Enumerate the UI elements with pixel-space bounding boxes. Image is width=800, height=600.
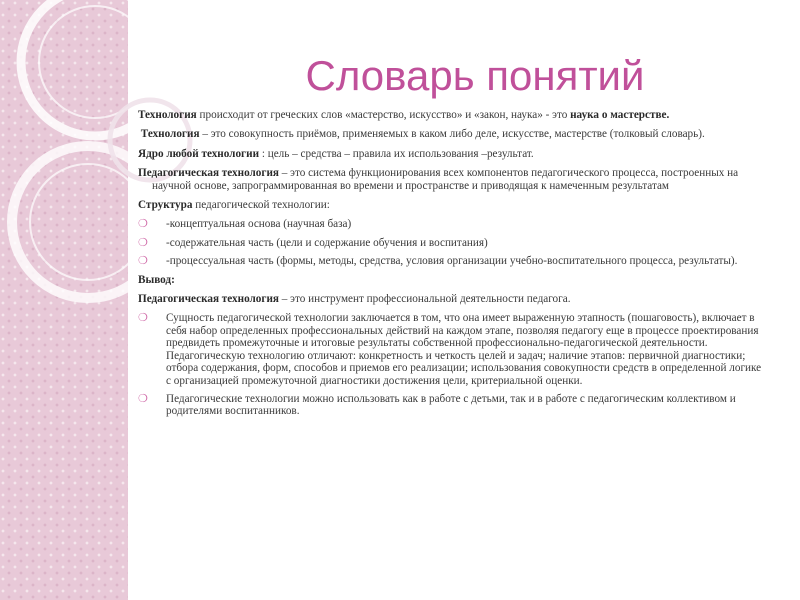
definition-text: – это совокупность приёмов, применяемых в каком либо деле, искусстве, мастерстве (толковый словарь). — [199, 128, 705, 141]
slide-title: Словарь понятий — [305, 52, 645, 99]
term: Ядро любой технологии — [138, 147, 260, 160]
definition-pedagogical-technology — [138, 167, 766, 192]
definition-core — [138, 148, 766, 160]
term-emphasis: наука о мастерстве. — [570, 109, 670, 121]
list-item-text: -процессуальная часть (формы, методы, средства, условия организации учебно-воспитательного процесса, результаты). — [166, 255, 738, 268]
list-item — [138, 255, 766, 267]
slide-body — [138, 109, 766, 424]
definition-text: происходит от греческих слов «мастерство, искусство» и «закон, наука» - это — [196, 109, 571, 121]
list-item — [138, 237, 766, 249]
structure-heading — [138, 199, 766, 211]
definition-text: – это инструмент профессиональной деятельности педагога. — [278, 293, 571, 306]
term: Технология — [140, 128, 200, 141]
definition-text: педагогической технологии: — [192, 199, 330, 212]
conclusion-heading: Вывод: — [138, 273, 175, 286]
ring-bullet-icon: ❍ — [138, 218, 148, 231]
conclusion-definition — [138, 293, 766, 305]
ring-bullet-icon: ❍ — [138, 312, 148, 325]
ring-bullet-icon: ❍ — [138, 255, 148, 268]
conclusion-label — [138, 274, 766, 286]
definition-text: : цель – средства – правила их использования –результат. — [259, 147, 534, 160]
list-item-text: Сущность педагогической технологии заключается в том, что она имеет выраженную этапность (пошаговость), включает в себя набор определенных профессиональных действий на каждом этапе, позволяя педагогу еще в процессе проектирования предвидеть промежуточные и итоговые результаты собственной профессионально-педагогической деятельности. Педагогическую технологию отличают: конкретность и четкость целей и задач; наличие этапов: первичной диагностики; отбора содержания, форм, способов и приемов его реализации; использования совокупности средств в определенной логике с организацией промежуточной диагностики достижения цели, критериальной оценки. — [166, 312, 762, 387]
list-item-text: -содержательная часть (цели и содержание обучения и воспитания) — [166, 236, 488, 249]
term: Педагогическая технология — [138, 167, 279, 180]
ring-bullet-icon: ❍ — [138, 236, 148, 249]
list-item-text: Педагогические технологии можно использовать как в работе с детьми, так и в работе с педагогическим коллективом и родителями воспитанников. — [166, 392, 736, 418]
list-item — [138, 393, 766, 418]
definition-technology-dictionary — [138, 128, 766, 140]
list-item — [138, 218, 766, 230]
term: Педагогическая технология — [138, 293, 279, 306]
ring-bullet-icon: ❍ — [138, 392, 148, 405]
list-item-text: -концептуальная основа (научная база) — [166, 218, 352, 231]
list-item — [138, 312, 766, 386]
definition-technology — [138, 109, 766, 121]
term: Технология — [138, 109, 197, 121]
definition-text: – это система функционирования всех компонентов педагогического процесса, построенных на научной основе, запрограммированная во времени и пространстве и приводящая к намеченным результатам — [152, 167, 739, 192]
term: Структура — [138, 199, 193, 212]
